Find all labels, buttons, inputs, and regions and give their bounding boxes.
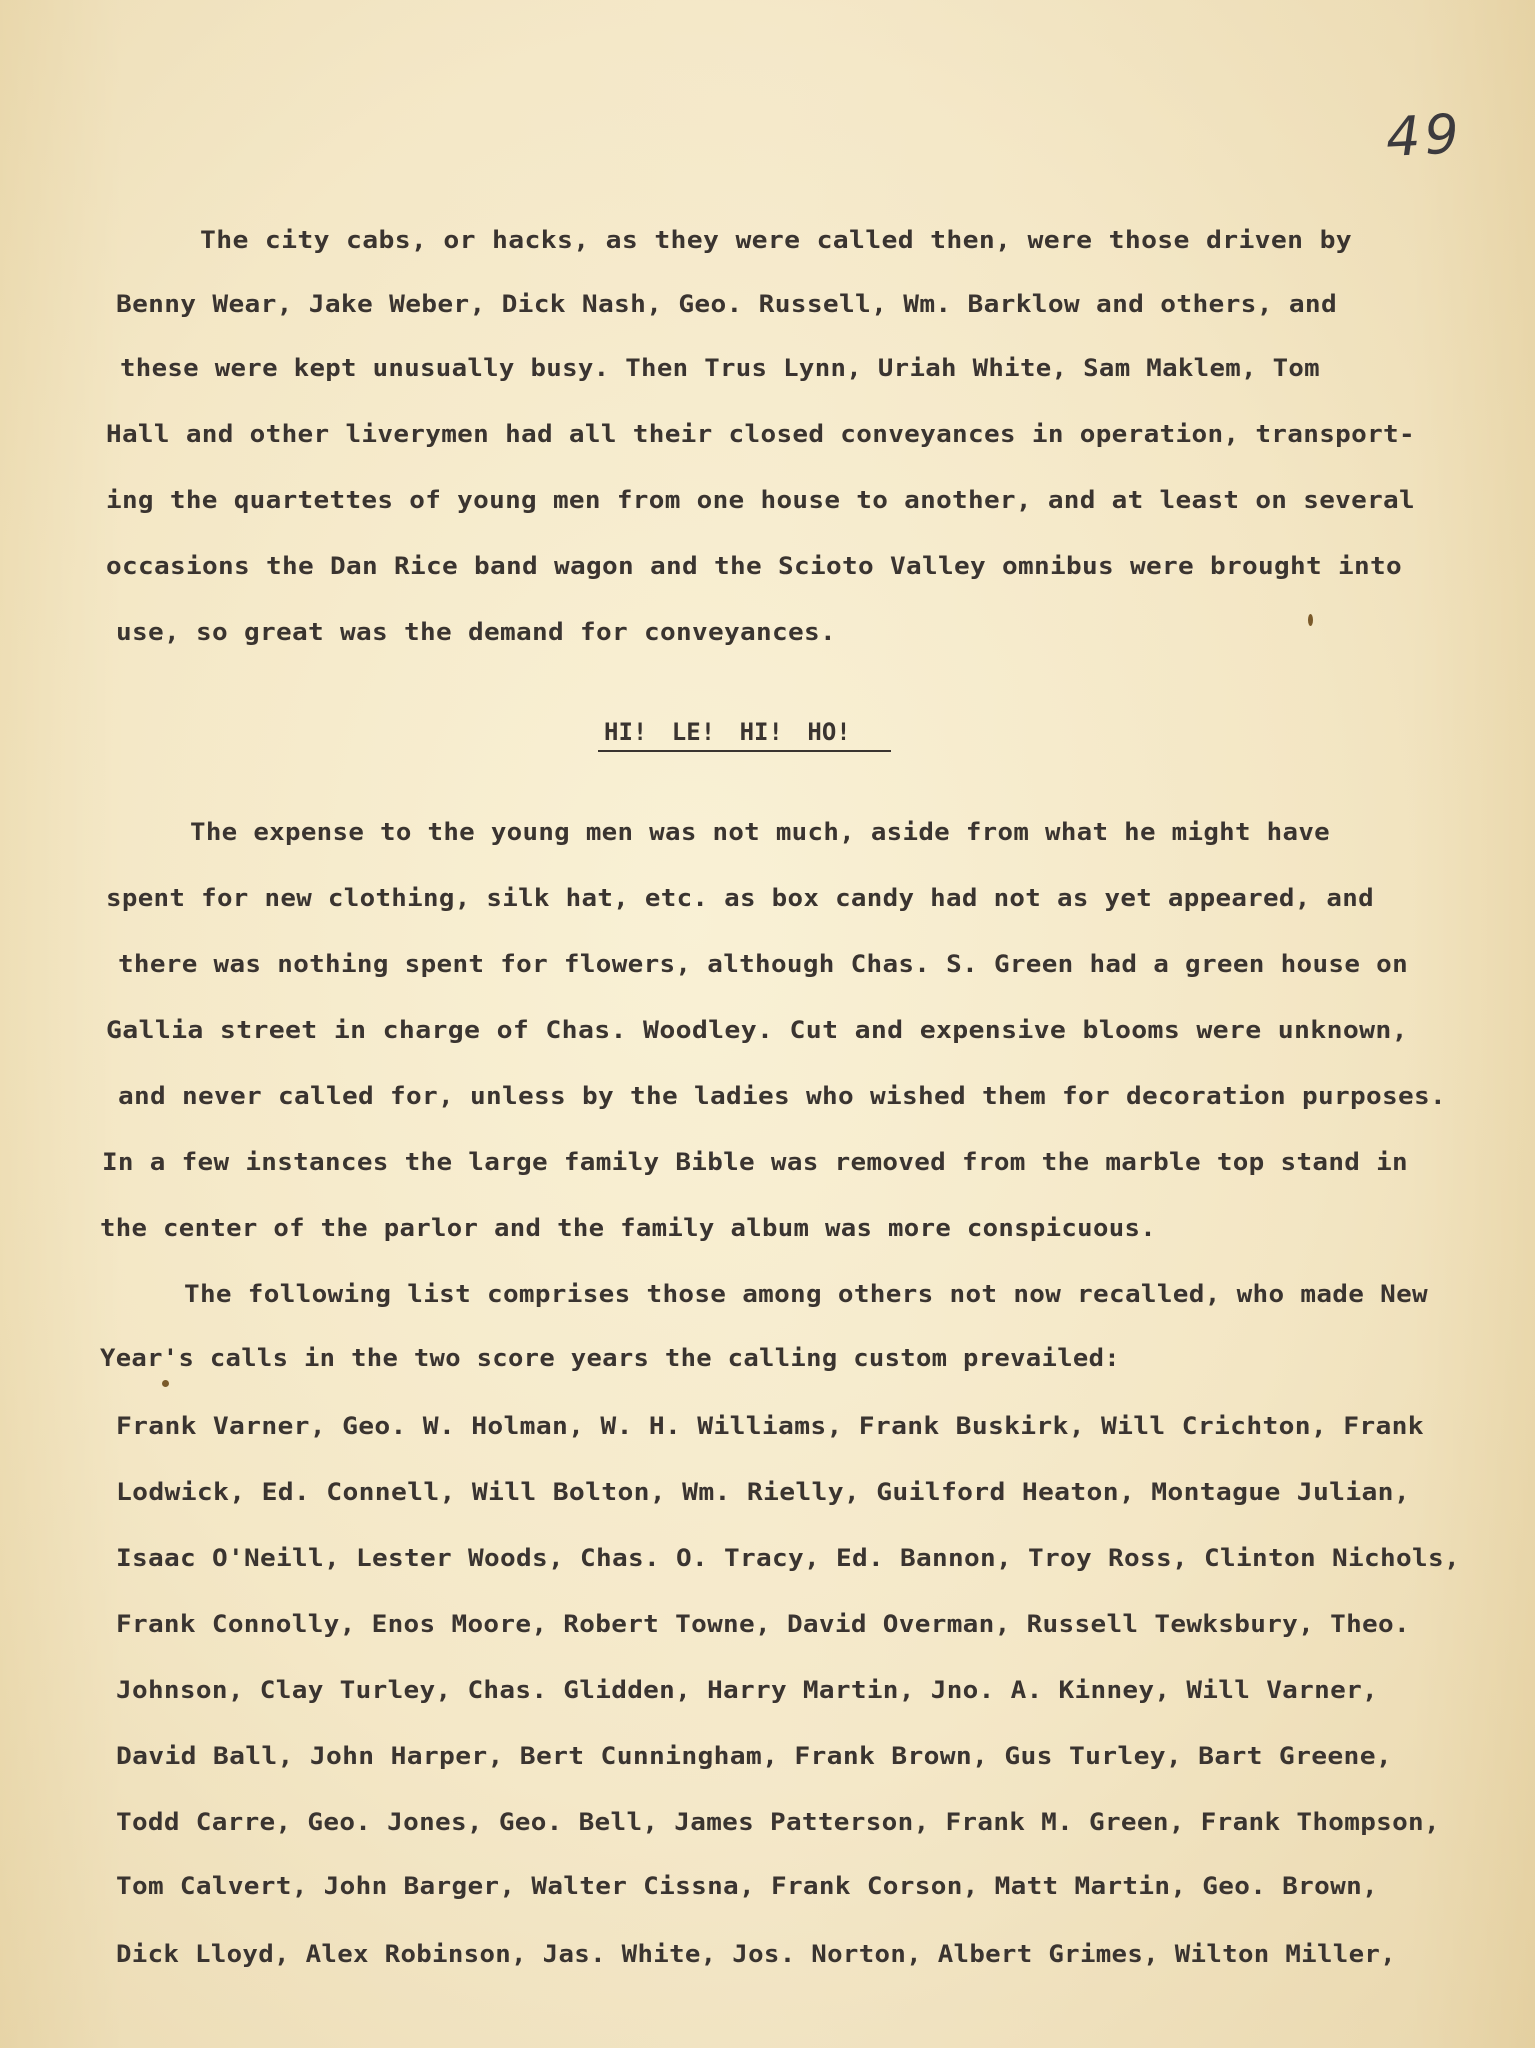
text-line: the center of the parlor and the family album was more conspicuous.: [100, 1214, 1156, 1242]
text-line: and never called for, unless by the ladies who wished them for decoration purposes.: [118, 1082, 1446, 1110]
text-line: there was nothing spent for flowers, although Chas. S. Green had a green house on: [118, 950, 1409, 978]
text-line: Lodwick, Ed. Connell, Will Bolton, Wm. Rielly, Guilford Heaton, Montague Julian,: [116, 1478, 1411, 1506]
text-line: Todd Carre, Geo. Jones, Geo. Bell, James Patterson, Frank M. Green, Frank Thompson,: [116, 1808, 1440, 1836]
section-heading: HI! LE! HI! HO!: [598, 718, 891, 752]
text-line: Johnson, Clay Turley, Chas. Glidden, Harry Martin, Jno. A. Kinney, Will Varner,: [116, 1676, 1379, 1704]
text-line: The following list comprises those among others not now recalled, who made New: [184, 1280, 1428, 1308]
text-line: Frank Connolly, Enos Moore, Robert Towne, David Overman, Russell Tewksbury, Theo.: [116, 1610, 1410, 1638]
text-line: Hall and other liverymen had all their closed conveyances in operation, transport-: [106, 420, 1415, 448]
text-line: Gallia street in charge of Chas. Woodley. Cut and expensive blooms were unknown,: [106, 1016, 1408, 1044]
text-line: these were kept unusually busy. Then Trus Lynn, Uriah White, Sam Maklem, Tom: [120, 354, 1320, 382]
ink-speck: [1308, 614, 1313, 626]
text-line: Benny Wear, Jake Weber, Dick Nash, Geo. Russell, Wm. Barklow and others, and: [116, 290, 1338, 318]
text-line: ing the quartettes of young men from one house to another, and at least on several: [106, 486, 1415, 514]
text-line: spent for new clothing, silk hat, etc. as box candy had not as yet appeared, and: [106, 884, 1374, 912]
text-line: In a few instances the large family Bible was removed from the marble top stand in: [102, 1148, 1408, 1176]
text-line: use, so great was the demand for conveyances.: [116, 618, 837, 646]
text-line: Frank Varner, Geo. W. Holman, W. H. Williams, Frank Buskirk, Will Crichton, Frank: [116, 1412, 1424, 1440]
text-line: occasions the Dan Rice band wagon and the Scioto Valley omnibus were brought into: [106, 552, 1402, 580]
text-line: Year's calls in the two score years the calling custom prevailed:: [100, 1344, 1120, 1372]
text-line: The city cabs, or hacks, as they were called then, were those driven by: [200, 226, 1353, 254]
text-line: Dick Lloyd, Alex Robinson, Jas. White, Jos. Norton, Albert Grimes, Wilton Miller,: [116, 1940, 1396, 1968]
text-line: Tom Calvert, John Barger, Walter Cissna, Frank Corson, Matt Martin, Geo. Brown,: [116, 1872, 1379, 1900]
text-line: David Ball, John Harper, Bert Cunningham, Frank Brown, Gus Turley, Bart Greene,: [116, 1742, 1392, 1770]
page-number: 49: [1384, 102, 1465, 169]
ink-speck: [162, 1380, 169, 1387]
text-line: The expense to the young men was not much, aside from what he might have: [190, 818, 1331, 846]
text-line: Isaac O'Neill, Lester Woods, Chas. O. Tracy, Ed. Bannon, Troy Ross, Clinton Nichols,: [116, 1544, 1460, 1572]
